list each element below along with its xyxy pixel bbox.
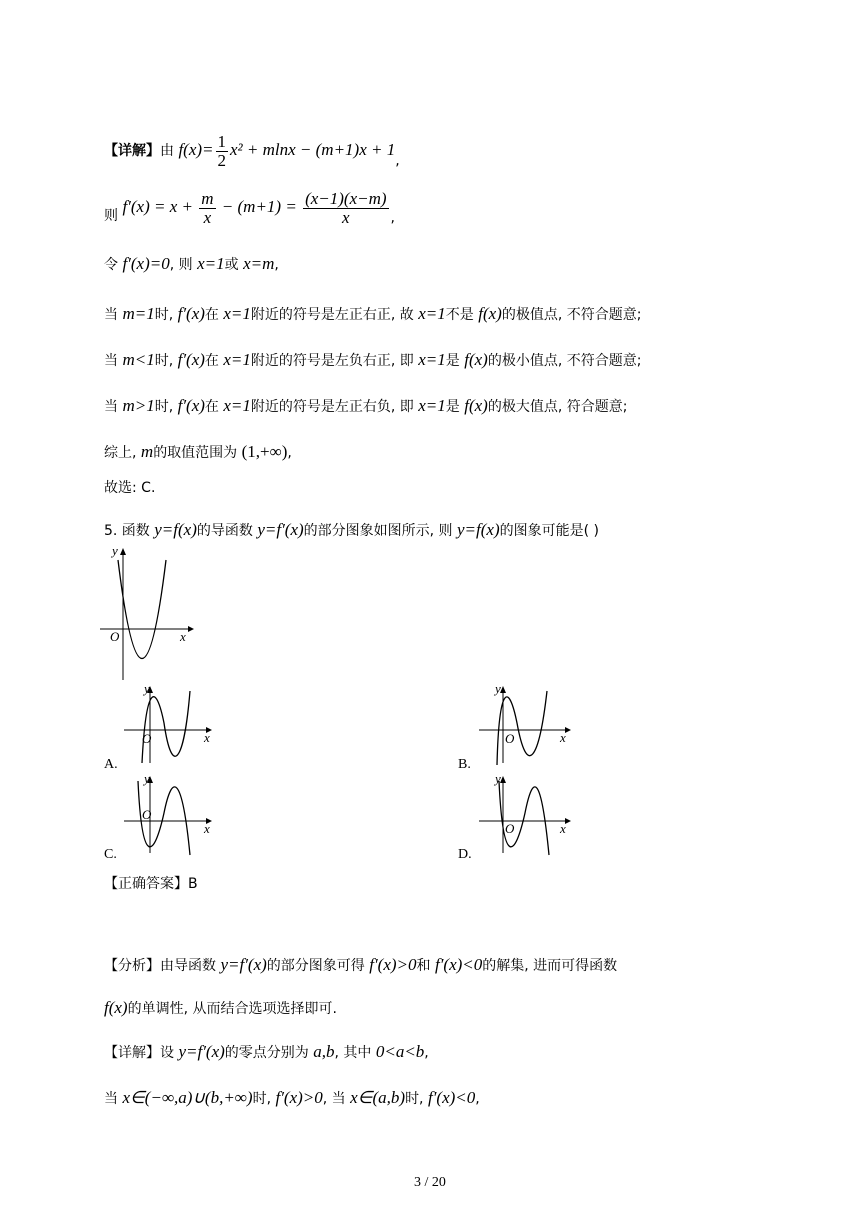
fraction-num: (x−1)(x−m) — [305, 188, 387, 208]
x-axis-arrow — [565, 727, 571, 733]
x-label: x — [560, 730, 566, 745]
y-label: y — [144, 773, 150, 786]
option-d-graph[interactable] — [475, 773, 575, 858]
text: , 其中 — [334, 1045, 372, 1061]
text: 当 — [104, 1091, 118, 1107]
option-c-graph[interactable] — [120, 773, 220, 858]
x-axis-arrow — [565, 818, 571, 824]
origin-label: O — [505, 731, 515, 746]
y-label: y — [112, 545, 118, 558]
y-axis-arrow — [500, 776, 506, 783]
text: 的极值点, 不符合题意; — [501, 307, 642, 323]
text: 不是 — [445, 307, 474, 323]
fraction-num: m — [201, 188, 214, 208]
math: f′(x) — [177, 396, 205, 415]
derivative-graph — [100, 545, 200, 685]
math: y=f(x) — [154, 520, 197, 539]
comma: , — [395, 153, 400, 169]
cubic-curve — [142, 691, 190, 763]
comma: , — [390, 210, 395, 226]
y-label: y — [495, 683, 501, 696]
text: 的单调性, 从而结合选项选择即可. — [127, 1001, 337, 1017]
math: f(x) — [478, 304, 502, 323]
option-d-label[interactable]: D. — [458, 847, 472, 862]
math: m — [140, 442, 154, 461]
option-c-label[interactable]: C. — [104, 847, 117, 862]
summary-line — [104, 442, 292, 463]
math: y=f′(x) — [178, 1042, 225, 1061]
text: 是 — [445, 353, 460, 369]
formula-f-lhs: f(x)= — [178, 140, 214, 159]
math: x=1 — [418, 396, 446, 415]
case-line-1 — [104, 304, 641, 325]
correct-answer: 【正确答案】B — [104, 876, 198, 892]
math: (1,+∞) — [241, 442, 288, 461]
math: y=f′(x) — [220, 955, 267, 974]
math: x=1 — [223, 304, 251, 323]
math: y=f(x) — [457, 520, 500, 539]
detail-lead: 由 — [160, 143, 174, 159]
text: , — [287, 445, 292, 461]
text: , 当 — [322, 1091, 346, 1107]
text: 在 — [204, 353, 219, 369]
math: a,b — [313, 1042, 335, 1061]
math: x∈(−∞,a)∪(b,+∞) — [122, 1088, 253, 1107]
text: 的部分图象可得 — [266, 958, 365, 974]
question-5 — [104, 520, 599, 541]
case-line-3 — [104, 396, 627, 417]
text: 的极大值点, 符合题意; — [487, 399, 628, 415]
y-label: y — [144, 683, 150, 696]
x-label: x — [204, 730, 210, 745]
text: , 则 — [169, 257, 193, 273]
y-axis-arrow — [500, 686, 506, 693]
derivative-line — [104, 182, 395, 232]
math: f′(x)>0 — [369, 955, 417, 974]
y-axis-arrow — [120, 548, 126, 555]
text: , — [475, 1091, 480, 1107]
interval-line — [104, 1088, 480, 1109]
math: x=1 — [418, 350, 446, 369]
text: 或 — [224, 257, 239, 273]
math: f(x) — [104, 998, 128, 1017]
origin-label: O — [142, 807, 152, 822]
math: x=1 — [197, 254, 225, 273]
derivative-lead: 则 — [104, 208, 118, 224]
fraction-factored — [303, 190, 388, 227]
math: f′(x)<0 — [434, 955, 483, 974]
text: 的零点分别为 — [224, 1045, 309, 1061]
origin-label: O — [110, 629, 120, 644]
set-zero-line — [104, 254, 279, 275]
formula-f-rest: x² + mlnx − (m+1)x + 1 — [230, 140, 396, 159]
math: x=1 — [418, 304, 446, 323]
detail-tag: 【详解】 — [104, 143, 160, 159]
text: 当 — [104, 307, 118, 323]
detail-line-1 — [104, 130, 400, 170]
text: 时, — [154, 399, 174, 415]
text: 时, — [252, 1091, 272, 1107]
x-label: x — [560, 821, 566, 836]
option-a-graph[interactable] — [120, 683, 220, 768]
fraction-den: 2 — [217, 150, 227, 170]
text: 时, — [405, 1091, 424, 1107]
text: 的极小值点, 不符合题意; — [487, 353, 642, 369]
origin-label: O — [505, 821, 515, 836]
option-b-label[interactable]: B. — [458, 757, 471, 772]
text: 附近的符号是左正右正, 故 — [250, 307, 414, 323]
choose-line-1: 故选: C. — [104, 480, 156, 496]
text: 当 — [104, 399, 118, 415]
text: 的导函数 — [196, 523, 253, 539]
fraction-m-over-x — [199, 190, 215, 227]
text: 【详解】设 — [104, 1045, 174, 1061]
option-b-graph[interactable] — [475, 683, 575, 768]
math: f′(x) — [177, 350, 205, 369]
derivative-lhs: f′(x) = x + — [122, 197, 198, 216]
math: x∈(a,b) — [350, 1088, 406, 1107]
derivative-mid: − (m+1) = — [217, 197, 302, 216]
x-axis-arrow — [188, 626, 194, 632]
text: 5. 函数 — [104, 523, 150, 539]
fraction-num: 1 — [217, 131, 227, 151]
cubic-curve — [497, 691, 547, 765]
fraction-den: x — [342, 207, 350, 227]
origin-label: O — [142, 731, 152, 746]
math: x=m — [243, 254, 275, 273]
x-label: x — [180, 629, 186, 644]
text: , — [274, 257, 279, 273]
page-number: 3 / 20 — [414, 1175, 446, 1190]
math: y=f′(x) — [257, 520, 304, 539]
math: f′(x)<0 — [427, 1088, 476, 1107]
text: 的解集, 进而可得函数 — [482, 958, 618, 974]
math: x=1 — [223, 396, 251, 415]
text: 时, — [154, 353, 174, 369]
text: 时, — [154, 307, 174, 323]
math: m>1 — [122, 396, 155, 415]
math: m<1 — [122, 350, 155, 369]
detail-line-2 — [104, 1042, 429, 1063]
text: 的图象可能是( ) — [499, 523, 599, 539]
option-a-label[interactable]: A. — [104, 757, 118, 772]
text: 是 — [445, 399, 460, 415]
math: f′(x) — [177, 304, 205, 323]
cubic-curve — [499, 781, 549, 855]
text: 的取值范围为 — [153, 445, 238, 461]
text: 令 — [104, 257, 118, 273]
fraction-den: x — [203, 207, 212, 227]
y-label: y — [495, 773, 501, 786]
math: f′(x)>0 — [275, 1088, 323, 1107]
x-label: x — [204, 821, 210, 836]
text: 附近的符号是左负右正, 即 — [250, 353, 414, 369]
case-line-2 — [104, 350, 641, 371]
text: 的部分图象如图所示, 则 — [303, 523, 453, 539]
text: 当 — [104, 353, 118, 369]
text: 在 — [204, 307, 219, 323]
text: 【分析】由导函数 — [104, 958, 216, 974]
text: , — [424, 1045, 429, 1061]
parabola-curve — [118, 560, 166, 659]
analysis-line-1 — [104, 955, 617, 976]
math: m=1 — [122, 304, 155, 323]
math: 0<a<b — [375, 1042, 425, 1061]
analysis-line-2 — [104, 998, 337, 1019]
math: x=1 — [223, 350, 251, 369]
text: 和 — [416, 958, 431, 974]
text: 综上, — [104, 445, 137, 461]
math: f(x) — [464, 396, 488, 415]
fraction-half — [216, 133, 229, 170]
text: 附近的符号是左正右负, 即 — [250, 399, 414, 415]
math: f′(x)=0 — [122, 254, 170, 273]
math: f(x) — [464, 350, 488, 369]
text: 在 — [204, 399, 219, 415]
